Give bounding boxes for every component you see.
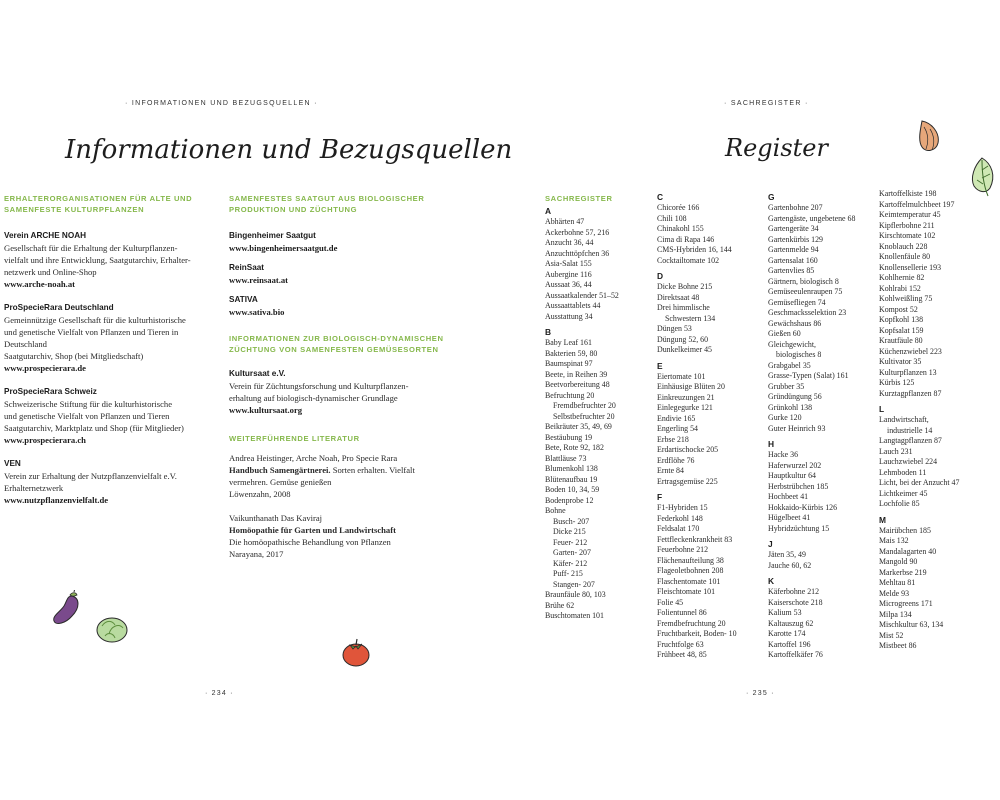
- register-entry: Folientunnel 86: [657, 608, 707, 617]
- register-entry: Düngen 53: [657, 324, 692, 333]
- register-entry: Dicke Bohne 215: [657, 282, 713, 291]
- register-entry: Kompost 52: [879, 304, 918, 314]
- register-letter: H: [768, 439, 775, 449]
- register-entry: Anzucht 36, 44: [545, 238, 594, 247]
- lit-line: Die homöopathische Behandlung von Pflanzen: [229, 537, 391, 547]
- left-page-number: · 234 ·: [205, 690, 234, 697]
- register-entry: Feldsalat 170: [657, 524, 700, 533]
- lettuce-icon: [95, 614, 129, 644]
- org-desc-line: vielfalt und ihre Entwicklung, Saatgutarchiv, Erhalter-: [4, 255, 191, 265]
- register-entry: Direktsaat 48: [657, 292, 700, 302]
- register-entry: Fleischtomate 101: [657, 587, 716, 596]
- register-entry: Aussaat 36, 44: [545, 280, 592, 289]
- org-name: Verein ARCHE NOAH: [4, 231, 87, 240]
- register-entry: Kaltauszug 62: [768, 618, 814, 628]
- register-entry: Lochfolie 85: [879, 499, 920, 508]
- register-entry: Grabgabel 35: [768, 360, 811, 370]
- register-entry: Asia-Salat 155: [545, 259, 592, 268]
- org-desc-line: Saatgutarchiv, Shop (bei Mitgliedschaft): [4, 351, 144, 361]
- register-entry: Käferbohne 212: [768, 587, 820, 596]
- register-letter: F: [657, 492, 663, 502]
- register-entry: Mais 132: [879, 536, 909, 545]
- register-entry: Geschmacksselektion 23: [768, 308, 847, 317]
- register-entry: Kopfkohl 138: [879, 315, 924, 324]
- register-entry: Ernte 84: [657, 466, 684, 475]
- register-entry: Einkreuzungen 21: [657, 392, 715, 402]
- register-column-3: [768, 189, 855, 661]
- right-page-number: · 235 ·: [746, 690, 775, 697]
- org-url: www.prospecierara.de: [4, 363, 86, 373]
- right-page-title: Register: [725, 134, 828, 162]
- register-entry: Gartenkürbis 129: [768, 234, 824, 244]
- register-entry: Chinakohl 155: [657, 224, 704, 233]
- register-entry: Grünkohl 138: [768, 402, 813, 412]
- register-entry: Lichtkeimer 45: [879, 488, 928, 498]
- seed-entry: [229, 294, 469, 318]
- register-entry: Einlegegurke 121: [657, 403, 713, 412]
- org-url: www.kultursaat.org: [229, 405, 303, 415]
- register-entry: Langtagpflanzen 87: [879, 436, 942, 445]
- lit-authors: Vaikunthanath Das Kaviraj: [229, 513, 323, 523]
- register-entry: Dicke 215: [553, 527, 586, 536]
- register-entry: Microgreens 171: [879, 599, 933, 608]
- register-entry: Beetvorbereitung 48: [545, 380, 610, 389]
- register-column-1: [545, 203, 619, 622]
- register-entry: Flageoletbohnen 208: [657, 566, 724, 575]
- register-entry: Bodenprobe 12: [545, 495, 594, 505]
- seed-url: www.reinsaat.at: [229, 275, 289, 285]
- org-entry: [4, 458, 222, 506]
- register-entry: Kartoffel 196: [768, 639, 811, 649]
- register-entry: Chili 108: [657, 213, 687, 223]
- left-column-2: [229, 193, 469, 560]
- leaf-green-icon: [966, 156, 1000, 198]
- register-entry: Fruchtbarkeit, Boden- 10: [657, 629, 737, 638]
- left-column-1: [4, 193, 222, 518]
- register-entry: Kaiserschote 218: [768, 597, 823, 607]
- register-letter: G: [768, 192, 775, 202]
- register-entry: Hybridzüchtung 15: [768, 523, 830, 533]
- register-entry: Garten- 207: [553, 548, 591, 557]
- lit-title: Homöopathie für Garten und Landwirtschaft: [229, 525, 396, 535]
- register-entry: Bete, Rote 92, 182: [545, 443, 604, 452]
- register-heading: SACHREGISTER: [545, 194, 613, 203]
- register-entry: Abhärten 47: [545, 217, 585, 226]
- register-entry: Küchenzwiebel 223: [879, 346, 942, 356]
- register-entry: Erdartischocke 205: [657, 445, 719, 454]
- register-entry: Gemüseeulenraupen 75: [768, 287, 843, 296]
- org-desc-line: und genetische Vielfalt von Pflanzen und Tieren in: [4, 327, 179, 337]
- register-letter: D: [657, 271, 664, 281]
- register-letter: L: [879, 404, 885, 414]
- tomato-icon: [340, 635, 372, 669]
- register-entry: Melde 93: [879, 588, 910, 598]
- register-entry: Käfer- 212: [553, 558, 588, 568]
- register-entry: Gartenmelde 94: [768, 245, 819, 254]
- register-entry: F1-Hybriden 15: [657, 503, 708, 512]
- register-entry: Kulturpflanzen 13: [879, 367, 937, 377]
- org-name: ProSpecieRara Schweiz: [4, 387, 97, 396]
- register-entry: Cima di Rapa 146: [657, 234, 715, 244]
- register-entry: Braunfäule 80, 103: [545, 590, 606, 599]
- register-entry: Bakterien 59, 80: [545, 348, 598, 358]
- register-entry: Mischkultur 63, 134: [879, 620, 944, 629]
- register-entry: Gewächshaus 86: [768, 318, 822, 328]
- register-entry: Hacke 36: [768, 450, 799, 459]
- register-entry: Baumspinat 97: [545, 359, 593, 368]
- register-entry: Grubber 35: [768, 381, 805, 391]
- register-entry: Kürbis 125: [879, 378, 915, 387]
- left-page-title: Informationen und Bezugsquellen: [65, 135, 513, 165]
- register-entry: Kohlweißling 75: [879, 294, 933, 303]
- org-entry: [4, 302, 222, 374]
- register-column-2: [657, 189, 737, 661]
- register-entry: Haferwurzel 202: [768, 460, 822, 470]
- register-entry: Kartoffelkiste 198: [879, 189, 937, 198]
- register-entry: CMS-Hybriden 16, 144: [657, 245, 732, 254]
- register-entry: Blattläuse 73: [545, 453, 587, 463]
- register-entry: Mandalagarten 40: [879, 546, 937, 556]
- register-entry: Beete, in Reihen 39: [545, 369, 608, 379]
- register-entry: Drei himmlische: [657, 303, 710, 312]
- register-entry: Kultivator 35: [879, 357, 922, 366]
- lit-line: vermehren. Gemüse genießen: [229, 477, 332, 487]
- register-entry: Frühbeet 48, 85: [657, 650, 707, 659]
- register-letter: M: [879, 514, 886, 525]
- org-desc-line: Schweizerische Stiftung für die kulturhistorische: [4, 399, 173, 409]
- register-entry: Aussaatkalender 51–52: [545, 290, 619, 300]
- lit-authors: Andrea Heistinger, Arche Noah, Pro Specie Rara: [229, 453, 398, 463]
- register-entry: Erdflöhe 76: [657, 455, 695, 465]
- register-entry: Busch- 207: [553, 516, 590, 526]
- register-letter: E: [657, 360, 663, 371]
- register-entry: Kopfsalat 159: [879, 325, 924, 335]
- register-entry: Knollensellerie 193: [879, 262, 942, 272]
- register-entry: Buschtomaten 101: [545, 611, 604, 620]
- register-entry: biologisches 8: [776, 350, 822, 359]
- register-entry: Kurztagpflanzen 87: [879, 388, 942, 398]
- org-desc-line: Gesellschaft für die Erhaltung der Kulturpflanzen-: [4, 243, 178, 253]
- literature-entry: [229, 452, 469, 500]
- register-letter: K: [768, 576, 775, 586]
- org-entry: [4, 230, 222, 290]
- register-letter: A: [545, 206, 552, 216]
- register-entry: Folie 45: [657, 597, 684, 607]
- register-entry: Markerbse 219: [879, 567, 927, 577]
- register-entry: Fremdbefruchtung 20: [657, 618, 726, 628]
- lit-subtitle: Sorten erhalten. Vielfalt: [330, 465, 415, 475]
- register-letter: J: [768, 539, 773, 549]
- left-running-header: · INFORMATIONEN UND BEZUGSQUELLEN ·: [125, 100, 318, 107]
- org-desc-line: Verein zur Erhaltung der Nutzpflanzenvielfalt e.V.: [4, 471, 177, 481]
- register-entry: Gartensalat 160: [768, 255, 818, 265]
- org-entry: [4, 386, 222, 446]
- register-entry: Boden 10, 34, 59: [545, 485, 600, 494]
- register-entry: Anzuchttöpfchen 36: [545, 248, 610, 258]
- register-entry: Chicorée 166: [657, 203, 700, 212]
- org-desc-line: und genetische Vielfalt von Pflanzen und Tieren: [4, 411, 170, 421]
- register-entry: Flaschentomate 101: [657, 576, 721, 586]
- register-entry: Licht, bei der Anzucht 47: [879, 478, 960, 487]
- register-entry: Jäten 35, 49: [768, 550, 806, 559]
- register-entry: Erbse 218: [657, 434, 689, 444]
- register-entry: Kipflerbohne 211: [879, 220, 935, 230]
- register-entry: Grasse-Typen (Salat) 161: [768, 371, 849, 380]
- register-entry: Karotte 174: [768, 629, 806, 638]
- register-entry: Gründüngung 56: [768, 392, 822, 401]
- register-entry: Guter Heinrich 93: [768, 423, 826, 433]
- register-entry: Federkohl 148: [657, 513, 703, 523]
- org-desc-line: erhaltung auf biologisch-dynamischer Grundlage: [229, 393, 398, 403]
- register-entry: Knoblauch 228: [879, 241, 928, 251]
- seed-entry: [229, 262, 469, 286]
- register-entry: Endivie 165: [657, 413, 696, 423]
- register-entry: Lehmboden 11: [879, 467, 927, 477]
- register-entry: Gießen 60: [768, 329, 801, 338]
- register-entry: Puff- 215: [553, 569, 583, 578]
- org-desc-line: netzwerk und Online-Shop: [4, 267, 97, 277]
- section-heading: ERHALTERORGANISATIONEN FÜR ALTE UND SAMENFESTE KULTURPFLANZEN: [4, 194, 193, 214]
- register-entry: Gleichgewicht,: [768, 339, 816, 349]
- register-entry: Jauche 60, 62: [768, 560, 812, 570]
- register-entry: Fettfleckenkrankheit 83: [657, 534, 733, 544]
- register-entry: Hokkaido-Kürbis 126: [768, 502, 838, 512]
- register-entry: Feuer- 212: [553, 537, 588, 547]
- register-entry: Herbstrübchen 185: [768, 481, 829, 491]
- register-entry: Blumenkohl 138: [545, 464, 598, 473]
- register-entry: Gärtnern, biologisch 8: [768, 276, 839, 286]
- lit-line: Narayana, 2017: [229, 549, 284, 559]
- register-entry: Dunkelkeimer 45: [657, 345, 712, 354]
- register-entry: Schwestern 134: [665, 313, 716, 323]
- register-entry: Kohlhernie 82: [879, 273, 925, 282]
- register-entry: Mist 52: [879, 630, 904, 640]
- register-entry: Mistbeet 86: [879, 641, 917, 650]
- register-entry: Brühe 62: [545, 600, 575, 610]
- literature-entry: [229, 512, 469, 560]
- seed-name: Bingenheimer Saatgut: [229, 231, 316, 240]
- lit-title: Handbuch Samengärtnerei.: [229, 465, 331, 475]
- section-heading: WEITERFÜHRENDE LITERATUR: [229, 434, 360, 443]
- register-entry: Kirschtomate 102: [879, 231, 936, 240]
- register-entry: Lauch 231: [879, 446, 913, 456]
- register-entry: Gartenvlies 85: [768, 266, 815, 275]
- register-entry: industrielle 14: [887, 425, 933, 435]
- seed-entry: [229, 230, 469, 254]
- register-entry: Düngung 52, 60: [657, 334, 709, 344]
- register-entry: Hügelbeet 41: [768, 513, 811, 522]
- seed-name: SATIVA: [229, 295, 258, 304]
- register-entry: Gartenbohne 207: [768, 203, 823, 212]
- register-entry: Selbstbefruchter 20: [553, 411, 615, 421]
- org-desc-line: Deutschland: [4, 339, 47, 349]
- register-entry: Engerling 54: [657, 424, 698, 433]
- register-entry: Kartoffelmulchbeet 197: [879, 199, 955, 209]
- register-entry: Mairübchen 185: [879, 525, 931, 535]
- register-entry: Fremdbefruchter 20: [553, 401, 616, 410]
- register-entry: Feuerbohne 212: [657, 545, 709, 554]
- register-entry: Krautfäule 80: [879, 336, 923, 345]
- register-entry: Hochbeet 41: [768, 492, 809, 501]
- register-entry: Gartengeräte 34: [768, 224, 819, 233]
- lit-title-line: [229, 464, 469, 476]
- register-entry: Kartoffelkäfer 76: [768, 650, 823, 659]
- register-entry: Landwirtschaft,: [879, 415, 929, 424]
- org-name: Kultursaat e.V.: [229, 369, 286, 378]
- org-desc-line: Saatgutarchiv, Marktplatz und Shop (für Mitglieder): [4, 423, 184, 433]
- right-running-header: · SACHREGISTER ·: [724, 100, 809, 107]
- org-url: www.prospecierara.ch: [4, 435, 86, 445]
- register-entry: Stangen- 207: [553, 579, 595, 589]
- register-entry: Blütenaufbau 19: [545, 474, 598, 484]
- register-letter: C: [657, 192, 664, 202]
- org-name: VEN: [4, 459, 21, 468]
- register-entry: Hauptkultur 64: [768, 471, 816, 480]
- register-entry: Mehltau 81: [879, 578, 916, 587]
- section-heading: INFORMATIONEN ZUR BIOLOGISCH-DYNAMISCHEN ZÜCHTUNG VON SAMENFESTEN GEMÜSESORTEN: [229, 334, 444, 354]
- org-name: ProSpecieRara Deutschland: [4, 303, 114, 312]
- eggplant-icon: [50, 590, 84, 628]
- register-column-4: [879, 189, 959, 652]
- register-entry: Befruchtung 20: [545, 390, 595, 400]
- org-url: www.arche-noah.at: [4, 279, 75, 289]
- register-entry: Mangold 90: [879, 557, 918, 566]
- register-entry: Bohne: [545, 506, 566, 515]
- onion-icon: [914, 117, 944, 155]
- register-entry: Flächenaufteilung 38: [657, 555, 724, 565]
- register-entry: Keimtemperatur 45: [879, 210, 941, 219]
- register-entry: Kalium 53: [768, 608, 802, 617]
- register-entry: Ertragsgemüse 225: [657, 476, 718, 486]
- register-entry: Gurke 120: [768, 413, 802, 422]
- register-entry: Milpa 134: [879, 609, 912, 619]
- register-entry: Aubergine 116: [545, 269, 592, 279]
- register-entry: Lauchzwiebel 224: [879, 457, 938, 466]
- register-entry: Fruchtfolge 63: [657, 639, 704, 649]
- seed-name: ReinSaat: [229, 263, 265, 272]
- seed-url: www.bingenheimersaatgut.de: [229, 243, 338, 253]
- register-entry: Aussaattablets 44: [545, 301, 601, 310]
- lit-line: Löwenzahn, 2008: [229, 489, 291, 499]
- register-entry: Kohlrabi 152: [879, 283, 921, 293]
- org-url: www.nutzpflanzenvielfalt.de: [4, 495, 109, 505]
- register-entry: Ausstattung 34: [545, 311, 593, 321]
- register-entry: Knollenfäule 80: [879, 252, 931, 261]
- org-desc-line: Gemeinnützige Gesellschaft für die kulturhistorische: [4, 315, 186, 325]
- register-entry: Baby Leaf 161: [545, 338, 592, 347]
- register-entry: Bestäubung 19: [545, 432, 593, 442]
- org-desc-line: Verein für Züchtungsforschung und Kulturpflanzen-: [229, 381, 409, 391]
- register-entry: Gartengäste, ungebetene 68: [768, 213, 856, 223]
- section-heading: SAMENFESTES SAATGUT AUS BIOLOGISCHER PRODUKTION UND ZÜCHTUNG: [229, 194, 425, 214]
- register-entry: Ackerbohne 57, 216: [545, 227, 610, 237]
- register-letter: B: [545, 327, 552, 337]
- register-entry: Eiertomate 101: [657, 371, 706, 381]
- org-entry: [229, 368, 469, 416]
- org-desc-line: Erhalternetzwerk: [4, 483, 64, 493]
- register-entry: Beikräuter 35, 49, 69: [545, 422, 612, 431]
- seed-url: www.sativa.bio: [229, 307, 285, 317]
- register-entry: Einhäusige Blüten 20: [657, 382, 725, 391]
- register-entry: Cocktailtomate 102: [657, 255, 720, 265]
- register-entry: Gemüsefliegen 74: [768, 297, 826, 307]
